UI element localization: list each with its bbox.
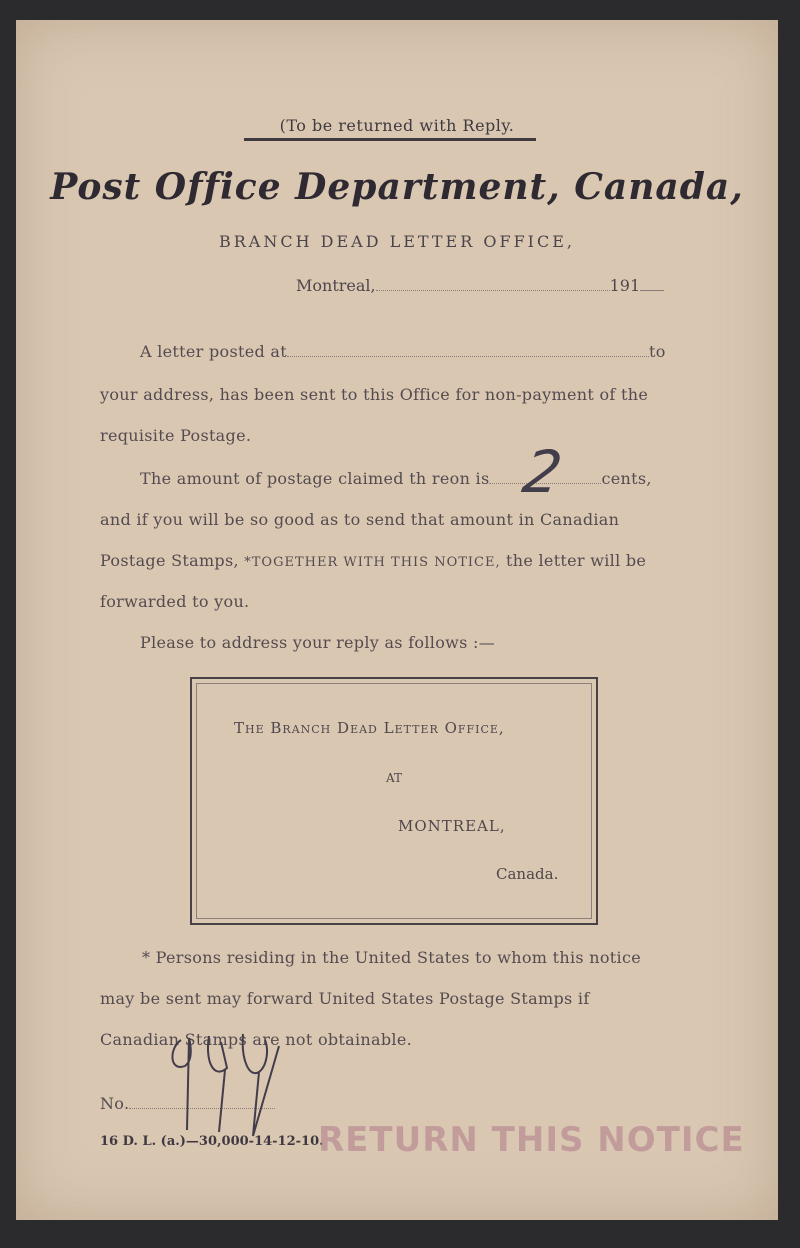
postage-claimed-label: The amount of postage claimed th reon is: [140, 469, 490, 488]
body-line-3: requisite Postage.: [100, 426, 252, 445]
no-label: No.: [100, 1094, 130, 1113]
department-title: Post Office Department, Canada,: [50, 166, 744, 208]
posted-at-blank: [287, 356, 649, 357]
year-blank: [640, 290, 664, 291]
body-line-8: Please to address your reply as follows :—: [140, 633, 496, 652]
handwritten-amount: 2: [518, 438, 567, 506]
address-box: [190, 677, 598, 925]
footnote-line-3: Canadian Stamps are not obtainable.: [100, 1030, 412, 1049]
return-notice-stamp: RETURN THIS NOTICE: [318, 1120, 745, 1160]
place-label: Montreal,: [296, 276, 376, 295]
address-line-3: MONTREAL,: [398, 817, 506, 835]
place-date-line: [296, 276, 664, 295]
branch-title: BRANCH DEAD LETTER OFFICE,: [218, 232, 576, 251]
footnote-line-1: * Persons residing in the United States to whom this notice: [142, 948, 641, 967]
body-line-6: [100, 551, 646, 570]
footnote-line-2: may be sent may forward United States Postage Stamps if: [100, 989, 590, 1008]
year-label: 191: [609, 276, 641, 295]
cents-label: cents,: [601, 469, 652, 488]
body-line-5: and if you will be so good as to send that amount in Canadian: [100, 510, 620, 529]
notice-sheet: [16, 20, 778, 1220]
address-line-4: Canada.: [496, 865, 559, 883]
date-blank: [376, 290, 610, 291]
handwritten-number-icon: [161, 1020, 301, 1150]
body-line-1: [140, 342, 666, 361]
body-line-7: forwarded to you.: [100, 592, 250, 611]
body-line-4: [140, 469, 652, 488]
to-label: to: [648, 342, 666, 361]
address-line-2: AT: [386, 771, 403, 785]
letter-forwarded-label: the letter will be: [506, 551, 647, 570]
return-instruction: (To be returned with Reply.: [279, 116, 515, 135]
body-line-2: your address, has been sent to this Office for non-payment of the: [100, 385, 649, 404]
postage-stamps-label: Postage Stamps,: [100, 551, 239, 570]
header-rule: [244, 138, 536, 141]
together-notice-caps: *TOGETHER WITH THIS NOTICE,: [244, 555, 501, 570]
letter-posted-label: A letter posted at: [140, 342, 287, 361]
form-code: 16 D. L. (a.)—30,000-14-12-10.: [100, 1134, 324, 1149]
address-line-1: The Branch Dead Letter Office,: [234, 719, 505, 737]
